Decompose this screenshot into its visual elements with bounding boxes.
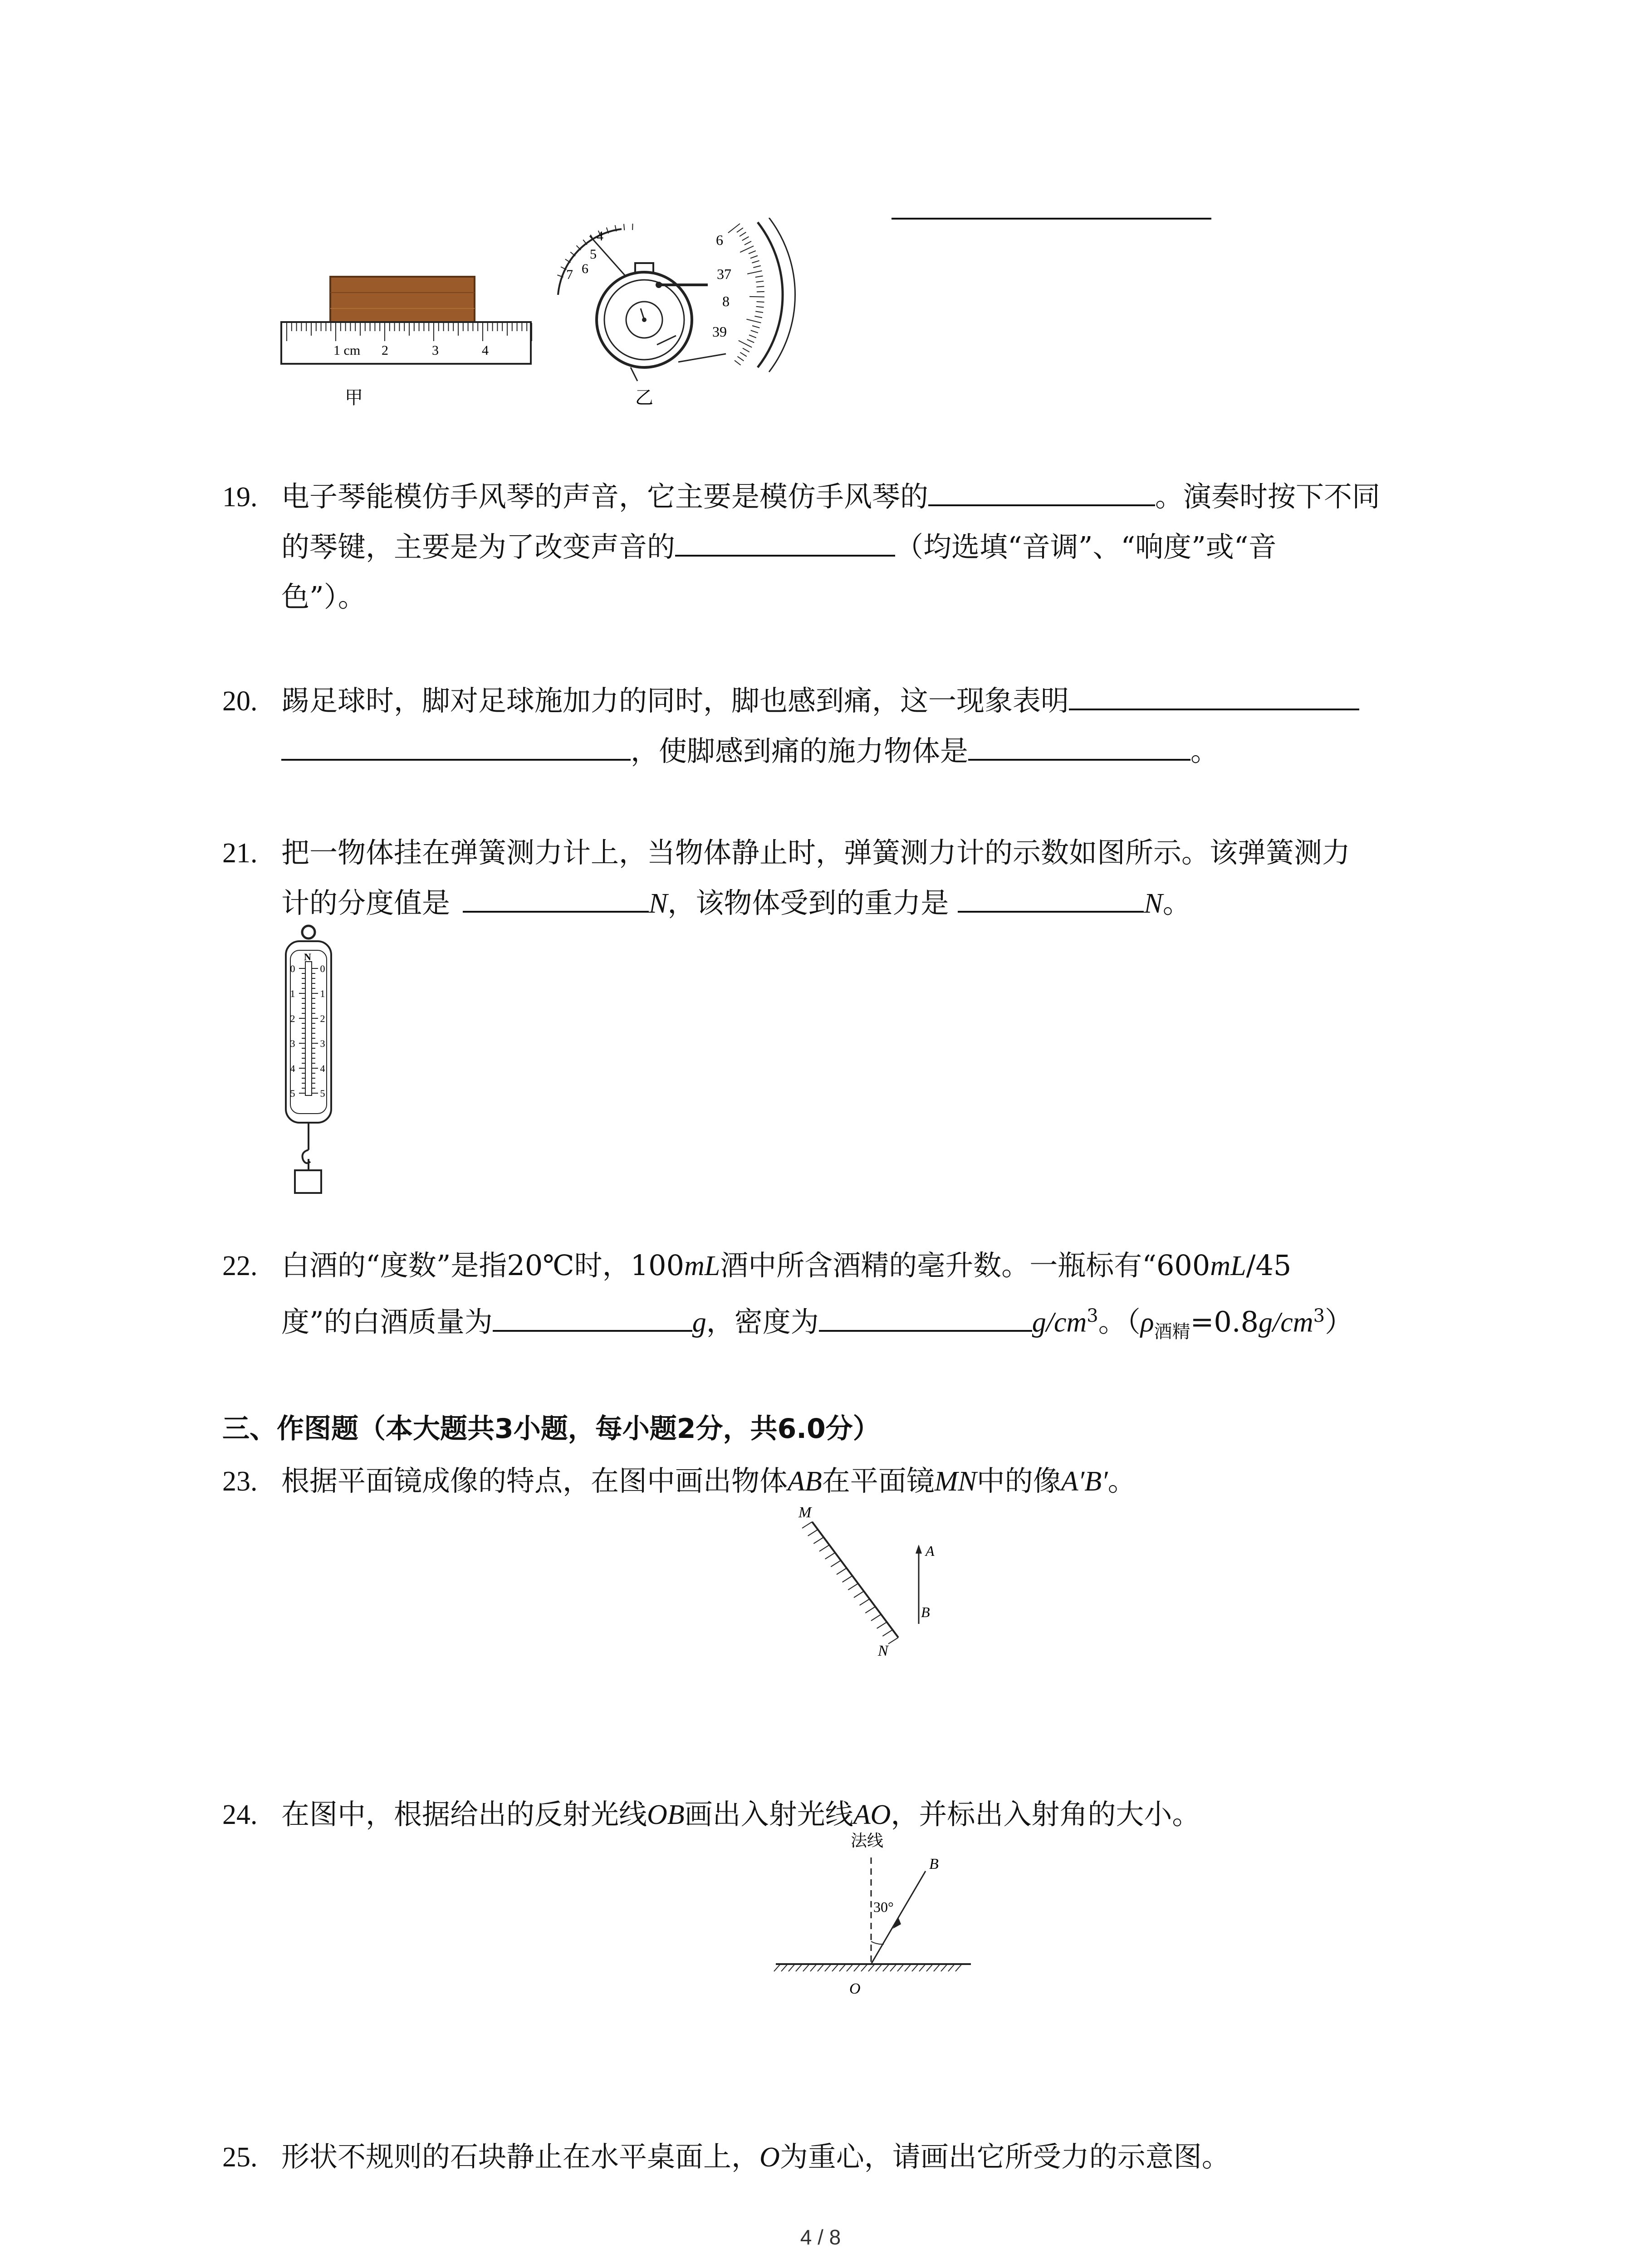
figure-ruler-stopwatch — [272, 218, 808, 426]
mirror-hatch-line — [837, 1568, 847, 1574]
q22-temp: 20℃ — [507, 1249, 574, 1282]
small-scale-7: 7 — [566, 267, 573, 282]
spring-number-right: 5 — [320, 1088, 325, 1099]
page-number: 4 / 8 — [800, 2225, 841, 2249]
spring-number-right: 4 — [320, 1063, 325, 1074]
angle-label: 30° — [873, 1899, 894, 1915]
ruler-label-1cm: 1 cm — [333, 343, 361, 358]
spring-number-left: 0 — [290, 963, 295, 974]
q22-blank-1[interactable] — [493, 1300, 692, 1332]
section-3-title: 三、作图题（本大题共3小题，每小题2分，共6.0分） — [222, 1413, 880, 1445]
ruler — [281, 322, 531, 364]
q20-number: 20. — [222, 686, 258, 717]
q23-text-c: 中的像 — [976, 1464, 1061, 1497]
q21-line-2 — [222, 878, 1456, 929]
large-scale-tick — [752, 261, 759, 263]
large-scale-tick — [749, 251, 756, 254]
q22-close: ） — [1325, 1305, 1353, 1339]
surface-hatch-line — [934, 1964, 940, 1971]
spring-scale-letter: N — [304, 951, 311, 963]
surface-hatch-line — [803, 1964, 809, 1971]
question-25 — [222, 2132, 1456, 2182]
q24-text-c: ，并标出入射角的大小。 — [891, 1798, 1200, 1831]
q22-text-1b: 时， — [574, 1249, 631, 1282]
q20-text-2a: ，使脚感到痛的施力物体是 — [631, 734, 969, 767]
spring-number-right: 1 — [320, 988, 325, 999]
q25-o: O — [759, 2142, 780, 2173]
mirror-hatch-line — [808, 1530, 818, 1536]
large-scale-tick — [756, 307, 764, 308]
q19-text-2a: 的琴键，主要是为了改变声音的 — [281, 530, 676, 563]
q22-text-2c: 。（ — [1098, 1305, 1141, 1339]
q19-text-2b: （均选填“音调”、“响度”或“音 — [895, 530, 1277, 563]
large-scale-tick — [747, 339, 754, 342]
q24-ao: AO — [853, 1799, 891, 1830]
q24-text-a: 在图中，根据给出的反射光线 — [281, 1798, 647, 1831]
surface-hatch-line — [955, 1964, 962, 1971]
spring-number-left: 5 — [290, 1088, 295, 1099]
large-scale-tick — [739, 341, 752, 347]
stopwatch — [590, 236, 726, 381]
large-scale-tick — [749, 335, 756, 337]
mirror-hatch-line — [802, 1522, 812, 1528]
surface-hatch-line — [774, 1964, 780, 1971]
spring-number-right: 3 — [320, 1038, 325, 1049]
large-scale-tick — [735, 361, 741, 365]
mirror-hatch-line — [871, 1614, 881, 1621]
q22-sub-alcohol: 酒精 — [1154, 1321, 1190, 1343]
question-20 — [222, 676, 1456, 776]
spring-number-left: 3 — [290, 1038, 295, 1049]
spring-number-left: 4 — [290, 1063, 295, 1074]
q23-image-ab: A′B′ — [1061, 1466, 1108, 1497]
mirror-hatch-line — [843, 1576, 852, 1582]
surface-hatch-line — [847, 1964, 853, 1971]
surface-hatch-line — [789, 1964, 795, 1971]
q25-text-b: 为重心，请画出它所受力的示意图。 — [779, 2140, 1230, 2173]
large-scale-tick — [737, 228, 743, 232]
large-scale-tick — [753, 266, 760, 268]
large-scale-tick — [755, 311, 763, 313]
surface-hatch-line — [781, 1964, 788, 1971]
normal-label: 法线 — [851, 1832, 884, 1850]
mirror-hatch-line — [882, 1630, 892, 1636]
q19-blank-2[interactable] — [675, 525, 895, 557]
surface-hatch-line — [905, 1964, 911, 1971]
q22-sup-2: 3 — [1313, 1305, 1325, 1326]
wood-block — [330, 277, 475, 322]
q22-text-2a: 度”的白酒质量为 — [281, 1305, 493, 1339]
q22-ml: mL — [684, 1251, 720, 1281]
large-scale-tick — [751, 330, 758, 333]
q22-rho: ρ — [1140, 1307, 1154, 1338]
q23-text-d: 。 — [1107, 1464, 1136, 1497]
mirror-hatch-line — [813, 1537, 823, 1544]
q22-unit-gcm-2: g/cm — [1259, 1307, 1313, 1338]
large-scale-arc — [758, 222, 783, 367]
mirror-hatch-line — [854, 1591, 864, 1598]
large-scale-tick — [756, 281, 764, 282]
q22-blank-2[interactable] — [819, 1300, 1032, 1332]
ruler-label-2: 2 — [382, 343, 388, 358]
q22-unit-gcm: g/cm — [1032, 1307, 1087, 1338]
small-scale-5: 5 — [590, 247, 597, 262]
point-label-o: O — [849, 1980, 861, 1997]
q19-text-1b: 。演奏时按下不同 — [1155, 480, 1381, 513]
q22-label-vol: 600 — [1156, 1249, 1210, 1282]
surface-hatch-line — [868, 1964, 875, 1971]
q19-line-3 — [222, 572, 1456, 622]
q22-line-1 — [222, 1241, 1456, 1291]
q20-blank-1[interactable] — [1069, 679, 1359, 710]
q22-text-2b: ，密度为 — [706, 1305, 819, 1339]
q25-text-a: 形状不规则的石块静止在水平桌面上， — [281, 2140, 760, 2173]
surface-hatch-line — [854, 1964, 860, 1971]
ruler-label-4: 4 — [482, 343, 489, 358]
ruler-label-3: 3 — [432, 343, 439, 358]
mirror-label-m: M — [798, 1504, 812, 1521]
surface-hatch-line — [818, 1964, 824, 1971]
q22-label-ml: mL — [1210, 1251, 1246, 1281]
large-scale-tick — [752, 326, 759, 328]
surface-hatch-line — [883, 1964, 889, 1971]
figure-plane-mirror — [785, 1497, 966, 1678]
large-scale-tick — [740, 246, 754, 252]
q23-mn: MN — [934, 1466, 977, 1497]
mirror-hatch-line — [865, 1607, 875, 1613]
figure-reflection — [762, 1828, 980, 2019]
question-21 — [222, 828, 1456, 929]
large-scale-tick — [755, 276, 763, 277]
figure-spring-scale — [279, 923, 338, 1195]
mirror-hatch-line — [819, 1545, 829, 1551]
surface-hatch-line — [890, 1964, 896, 1971]
q20-text-1a: 踢足球时，脚对足球施加力的同时，脚也感到痛，这一现象表明 — [281, 684, 1069, 717]
q22-line-2 — [222, 1291, 1456, 1357]
large-scale-tick — [750, 256, 758, 259]
surface-hatch-line — [796, 1964, 802, 1971]
large-scale-tick — [756, 286, 764, 287]
mirror-hatch-line — [888, 1637, 898, 1644]
large-scale-tick — [743, 348, 749, 352]
angle-arc — [871, 1941, 884, 1944]
q21-text-2a: 计的分度值是 — [281, 886, 451, 919]
surface-hatch-line — [825, 1964, 831, 1971]
q21-text-1: 把一物体挂在弹簧测力计上，当物体静止时，弹簧测力计的示数如图所示。该弹簧测力 — [281, 836, 1351, 869]
large-scale-tick — [746, 319, 761, 323]
q21-unit-2: N — [1144, 888, 1163, 919]
spring-number-left: 1 — [290, 988, 295, 999]
q22-eq: =0.8 — [1190, 1305, 1259, 1339]
q22-sup-1: 3 — [1087, 1305, 1098, 1326]
q23-number: 23. — [222, 1466, 258, 1497]
q22-text-1a: 白酒的“度数”是指 — [281, 1249, 507, 1282]
q23-text-b: 在平面镜 — [822, 1464, 935, 1497]
q19-text-1a: 电子琴能模仿手风琴的声音，它主要是模仿手风琴的 — [281, 480, 929, 513]
surface-hatch-line — [926, 1964, 933, 1971]
surface-hatch-line — [919, 1964, 926, 1971]
object-label-b: B — [921, 1604, 930, 1620]
q24-ob: OB — [647, 1799, 685, 1830]
large-scale-37: 37 — [717, 266, 731, 282]
q20-blank-2[interactable] — [281, 729, 631, 761]
q21-text-2c: 。 — [1162, 886, 1191, 919]
mirror-hatch-line — [848, 1584, 858, 1590]
fig-label-jia: 甲 — [345, 387, 363, 408]
large-scale-tick — [737, 357, 744, 361]
surface-hatch-line — [861, 1964, 867, 1971]
surface-hatch-line — [948, 1964, 955, 1971]
large-scale-tick — [745, 241, 751, 245]
q19-blank-1[interactable] — [928, 474, 1155, 506]
surface-hatch-line — [876, 1964, 882, 1971]
q21-blank-2[interactable] — [958, 881, 1144, 913]
q20-text-2b: 。 — [1190, 734, 1219, 767]
q19-line-2 — [222, 522, 1456, 572]
q23-ab: AB — [788, 1466, 822, 1497]
small-scale-6: 6 — [582, 261, 588, 276]
large-scale-8: 8 — [722, 293, 730, 309]
fig-label-yi: 乙 — [635, 387, 653, 408]
q21-number: 21. — [222, 838, 258, 869]
small-scale-4: 4 — [597, 229, 603, 244]
spring-number-left: 2 — [290, 1013, 295, 1024]
large-scale-tick — [740, 232, 746, 236]
answer-blank-top[interactable] — [892, 213, 1211, 220]
surface-hatch-line — [941, 1964, 947, 1971]
q21-unit-1: N — [649, 888, 668, 919]
q25-number: 25. — [222, 2142, 258, 2173]
q19-line-1 — [222, 472, 1456, 522]
mirror-hatch-line — [825, 1553, 835, 1559]
surface-hatch-line — [897, 1964, 904, 1971]
large-scale-tick — [747, 271, 762, 274]
large-scale-6: 6 — [716, 232, 723, 248]
surface-hatch-line — [839, 1964, 846, 1971]
hanging-block — [295, 1170, 321, 1193]
mirror-hatch-line — [860, 1599, 870, 1605]
surface-hatch-line — [832, 1964, 838, 1971]
mirror-label-n: N — [878, 1642, 888, 1659]
q21-line-1 — [222, 828, 1456, 878]
q22-unit-g: g — [692, 1307, 706, 1338]
q20-line-1 — [222, 676, 1456, 726]
q22-vol: 100 — [630, 1249, 685, 1282]
large-scale-tick — [754, 316, 762, 318]
ray-label-b: B — [929, 1856, 939, 1872]
q22-label-tail: /45 — [1246, 1249, 1292, 1282]
q20-blank-3[interactable] — [968, 729, 1190, 761]
q20-line-2 — [222, 726, 1456, 776]
q21-blank-1[interactable] — [463, 881, 649, 913]
q21-text-2b: ，该物体受到的重力是 — [667, 886, 949, 919]
q22-text-1c: 酒中所含酒精的毫升数。一瓶标有“ — [720, 1249, 1156, 1282]
q22-number: 22. — [222, 1251, 258, 1281]
spring-number-right: 2 — [320, 1013, 325, 1024]
large-scale-39: 39 — [712, 323, 727, 340]
large-scale-tick — [740, 352, 746, 357]
mirror-line — [812, 1522, 898, 1637]
mirror-hatch-line — [877, 1622, 887, 1628]
surface-hatch-line — [810, 1964, 817, 1971]
large-scale-tick — [742, 237, 749, 241]
surface-hatch-line — [912, 1964, 918, 1971]
q24-number: 24. — [222, 1799, 258, 1830]
q19-number: 19. — [222, 482, 258, 513]
mirror-hatch-line — [831, 1560, 841, 1567]
spring-number-right: 0 — [320, 963, 325, 974]
q23-text-a: 根据平面镜成像的特点，在图中画出物体 — [281, 1464, 788, 1497]
q19-text-3: 色”）。 — [281, 580, 366, 613]
object-label-a: A — [926, 1543, 935, 1559]
q24-text-b: 画出入射光线 — [684, 1798, 853, 1831]
question-19 — [222, 472, 1456, 622]
question-22 — [222, 1241, 1456, 1357]
